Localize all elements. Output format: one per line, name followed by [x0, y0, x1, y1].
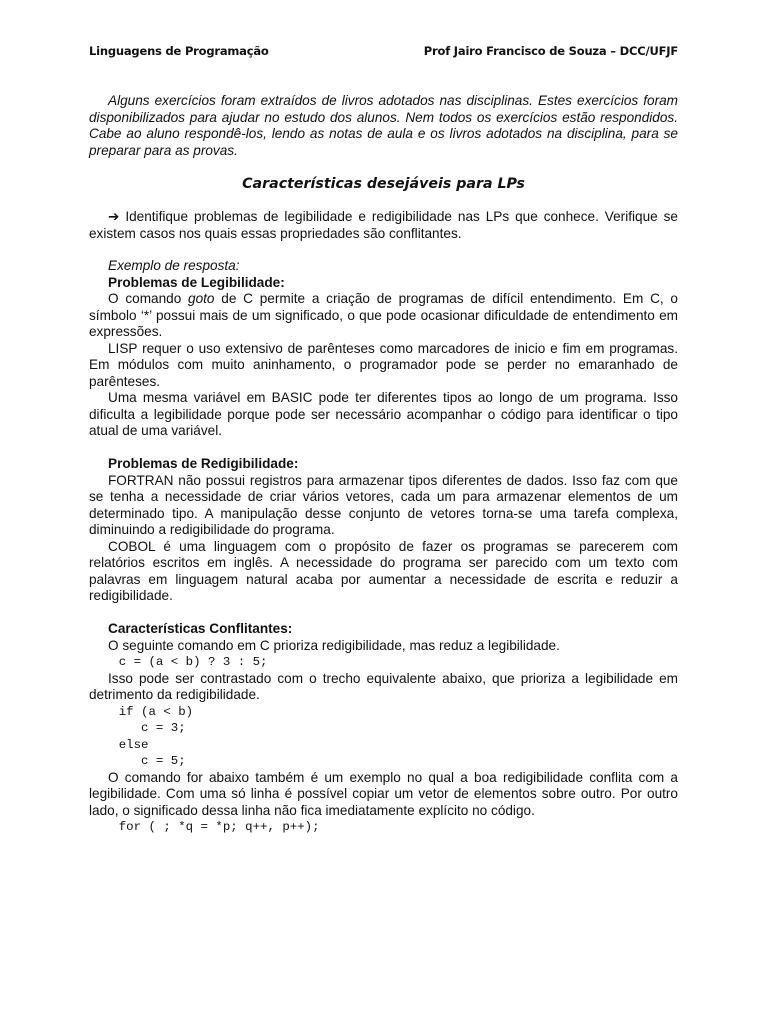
- redigibilidade-cobol-paragraph: COBOL é uma linguagem com o propósito de fazer os programas se parecerem com relatórios escritos em inglês. A necessidade do programa ser parecido com um texto com palavras em linguagem natural acaba por aumentar a necessidade de escrita e reduzir a redigibilidade.: [89, 538, 678, 603]
- conflitantes-intro-paragraph: O seguinte comando em C prioriza redigibilidade, mas reduz a legibilidade.: [108, 637, 560, 653]
- legibilidade-heading: Problemas de Legibilidade:: [108, 274, 285, 290]
- goto-text-b: de C permite a criação de programas de difícil entendimento. Em C, o símbolo ‘*’ possui mais de um significado, o que pode ocasionar dificuldade de entendimento em expressões.: [89, 291, 678, 339]
- legibilidade-basic-paragraph: Uma mesma variável em BASIC pode ter diferentes tipos ao longo de um programa. Isso dificulta a legibilidade porque pode ser necessário acompanhar o código para identificar o tipo atual de uma variável.: [89, 390, 678, 438]
- answer-body: [89, 258, 678, 836]
- section-title: Características desejáveis para LPs: [242, 176, 525, 192]
- example-label: Exemplo de resposta:: [108, 258, 240, 273]
- header-course: Linguagens de Programação: [89, 44, 269, 58]
- conflitantes-for-paragraph: O comando for abaixo também é um exemplo no qual a boa redigibilidade conflita com a legibilidade. Com uma só linha é possível copiar um vetor de elementos sobre outro. Por outro lado, o significado dessa linha não fica imediatamente explícito no código.: [89, 769, 678, 818]
- code-ternary: c = (a < b) ? 3 : 5;: [89, 655, 268, 669]
- code-if-else: if (a < b) c = 3; else c = 5;: [118, 704, 194, 768]
- goto-keyword: goto: [188, 291, 215, 306]
- legibilidade-goto-paragraph: [89, 291, 678, 341]
- redigibilidade-fortran-paragraph: FORTRAN não possui registros para armazenar tipos diferentes de dados. Isso faz com que se tenha a necessidade de criar vários vetores, cada um para armazenar elementos de um determinado tipo. A manipulação desse conjunto de vetores torna-se uma tarefa complexa, diminuindo a redigibilidade do programa.: [89, 472, 678, 537]
- legibilidade-lisp-paragraph: LISP requer o uso extensivo de parênteses como marcadores de inicio e fim em programas. Em módulos com muito aninhamento, o programador pode se perder no emaranhado de parênteses.: [89, 340, 678, 389]
- page-header: [89, 44, 678, 58]
- code-for-loop: for ( ; *q = *p; q++, p++);: [89, 820, 320, 834]
- intro-paragraph: Alguns exercícios foram extraídos de livros adotados nas disciplinas. Estes exercícios foram disponibilizados para ajudar no estudo dos alunos. Nem todos os exercícios estão respondidos. Cabe ao aluno respondê-los, lendo as notas de aula e os livros adotados na disciplina, para se preparar para as provas.: [89, 93, 678, 158]
- conflitantes-heading: Características Conflitantes:: [108, 621, 293, 636]
- arrow-icon: ➔: [108, 209, 120, 224]
- spacer: [89, 440, 678, 457]
- conflitantes-contrast-paragraph: Isso pode ser contrastado com o trecho equivalente abaixo, que prioriza a legibilidade em detrimento da redigibilidade.: [89, 670, 678, 702]
- question-paragraph: [89, 209, 678, 242]
- spacer: [89, 605, 678, 622]
- goto-text-a: O comando: [108, 291, 189, 306]
- header-author: Prof Jairo Francisco de Souza – DCC/UFJF: [423, 44, 678, 58]
- redigibilidade-heading: Problemas de Redigibilidade:: [108, 456, 299, 471]
- question-text: Identifique problemas de legibilidade e redigibilidade nas LPs que conhece. Verifique se existem casos nos quais essas propriedades são conflitantes.: [89, 209, 678, 241]
